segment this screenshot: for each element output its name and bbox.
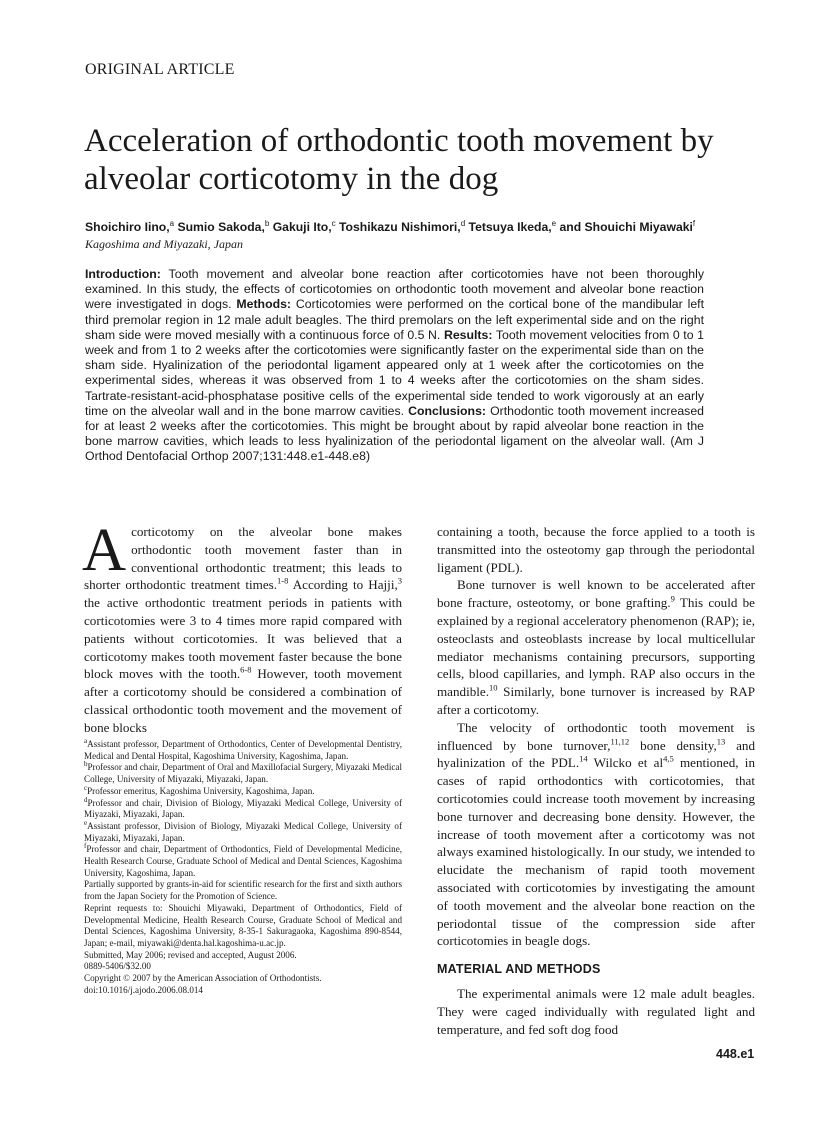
footnote-text: Assistant professor, Division of Biology, Miyazaki Medical College, University of Miyazaki, Miyazaki, Japan. — [84, 820, 402, 843]
footnote-mark: c — [84, 783, 88, 792]
footnote-mark: e — [84, 818, 88, 827]
body-column-left — [82, 517, 402, 737]
intro-paragraph — [82, 517, 402, 737]
abstract-results-text: Tooth movement velocities from 0 to 1 week and from 1 to 2 weeks after the corticotomies were significantly faster on the experimental side than on the sham side. Hyalinization of the periodontal ligament appeared only at 1 week after the corticotomies on the experimental sides, whereas it was observed from 1 to 4 weeks after the corticotomies on the sham sides. Tartrate-resistant-acid-phosphatase positive cells of the experimental side tended to work vigorously at an early time on the alveolar wall and in the bone marrow cavities. — [85, 327, 704, 418]
footnote-mark: d — [84, 795, 88, 804]
footnote-text: Professor and chair, Department of Orthodontics, Field of Developmental Medicine, Health Research Course, Graduate School of Medical and Dental Sciences, Kagoshima University, Kagoshima, Japan. — [84, 844, 402, 878]
affiliation: Kagoshima and Miyazaki, Japan — [85, 237, 243, 251]
body-text: mentioned, in cases of rapid orthodontics with corticotomies, that corticotomies could increase tooth movement by increasing bone turnover and decreasing bone density. However, the increase of tooth movement after a corticotomy was not always examined histologically. In our study, we intended to elucidate the mechanism of rapid tooth movement associated with corticotomies by investigating the amount of tooth movement and the alveolar bone reaction on the periodontal tissue of the compression side after corticotomies in beagle dogs. — [437, 755, 755, 949]
reprint-note: Reprint requests to: Shouichi Miyawaki, Department of Orthodontics, Field of Developmental Medicine, Health Research Course, Graduate School of Medical and Dental Sciences, Kagoshima University, 8-35-1 Sakuragaoka, Kagoshima 890-8544, Japan; e-mail, miyawaki@denta.hal.kagoshima-u.ac.jp. — [84, 902, 402, 948]
body-text: Bone turnover is well known to be accelerated after bone fracture, osteotomy, or bone grafting. — [437, 577, 755, 611]
citation: 13 — [716, 736, 726, 747]
abstract-conclusions-text: Orthodontic tooth movement increased for at least 2 weeks after the corticotomies. This might be brought about by rapid alveolar bone reaction in the bone marrow cavities, which leads to less hyalinization of the periodontal ligament on the alveolar wall. (Am J Orthod Dentofacial Orthop 2007;131:448.e1-448.e8) — [85, 403, 704, 464]
body-text: According to Hajji, — [288, 577, 398, 593]
author-name: Toshikazu Nishimori, — [339, 220, 461, 235]
footnote — [84, 783, 402, 798]
abstract-results-label: Results: — [443, 327, 493, 342]
body-column-right — [437, 523, 755, 950]
footnote-text: Assistant professor, Department of Orthodontics, Center of Developmental Dentistry, Medical and Dental Hospital, Kagoshima University, Kagoshima, Japan. — [84, 739, 402, 761]
citation: 10 — [489, 682, 498, 693]
body-paragraph — [437, 719, 755, 950]
body-text: corticotomy on the alveolar bone makes orthodontic tooth movement faster than in conventional orthodontic treatment; this leads to shorter orthodontic treatment times. — [84, 524, 402, 593]
footnote — [84, 762, 402, 785]
citation: 3 — [397, 576, 402, 587]
footnote-text: Professor and chair, Department of Oral and Maxillofacial Surgery, Miyazaki Medical College, University of Miyazaki, Miyazaki, Japan. — [84, 762, 402, 785]
abstract-conclusions-label: Conclusions: — [408, 403, 487, 418]
section-heading-methods: MATERIAL AND METHODS — [437, 962, 601, 976]
section-label: ORIGINAL ARTICLE — [85, 61, 235, 78]
abstract-methods-text: Corticotomies were performed on the cortical bone of the mandibular left third premolar region in 12 male adult beagles. The third premolars on the left experimental side and on the right sham side were moved mesially with a continuous force of 0.5 N. — [85, 297, 704, 342]
footnote-text: Professor and chair, Division of Biology, Miyazaki Medical College, University of Miyazaki, Miyazaki, Japan. — [84, 797, 402, 820]
abstract-methods-label: Methods: — [236, 297, 292, 312]
abstract — [85, 267, 704, 465]
author-name: Sumio Sakoda, — [177, 220, 265, 235]
footnote-mark: f — [84, 842, 87, 851]
author-name: Tetsuya Ikeda, — [468, 220, 552, 235]
footnote — [84, 795, 402, 821]
issn-price: 0889-5406/$32.00 — [84, 961, 151, 972]
body-paragraph: containing a tooth, because the force applied to a tooth is transmitted into the osteotomy gap through the periodontal ligament (PDL). — [437, 524, 755, 575]
citation: 4,5 — [663, 754, 674, 764]
abstract-intro-text: Tooth movement and alveolar bone reaction after corticotomies have not been thoroughly examined. In this study, the effects of corticotomies on orthodontic tooth movement and alveolar bone reaction were investigated in dogs. — [85, 267, 704, 312]
citation: 6-8 — [240, 665, 252, 676]
footnote — [84, 818, 402, 844]
article-title: Acceleration of orthodontic tooth movement by alveolar corticotomy in the dog — [84, 123, 714, 197]
footnote-text: Professor emeritus, Kagoshima University, Kagoshima, Japan. — [87, 785, 315, 796]
body-text: Wilcko et al — [587, 755, 664, 771]
funding-note: Partially supported by grants-in-aid for scientific research for the first and sixth authors from the Japan Society for the Promotion of Science. — [84, 879, 402, 902]
body-text: This could be explained by a regional acceleratory phenomenon (RAP); ie, osteoclasts and osteoblasts increase by local multicellular mediator mechanisms containing precursors, supporting cells, blood capillaries, and lymph. RAP also occurs in the mandible. — [437, 595, 755, 700]
author-mark: e — [551, 219, 557, 228]
author-mark: f — [692, 219, 696, 228]
author-name: Gakuji Ito, — [272, 220, 332, 235]
citation: 14 — [579, 754, 588, 764]
footnote-mark: a — [84, 736, 88, 745]
body-paragraph — [437, 576, 755, 718]
author-mark: c — [331, 219, 336, 228]
author-name: Shoichiro Iino, — [85, 220, 170, 235]
footnotes — [84, 736, 402, 996]
author-mark: d — [460, 219, 466, 228]
body-text: bone density, — [629, 737, 717, 753]
body-text: and hyalinization of the PDL. — [437, 737, 755, 771]
footnote — [84, 736, 402, 762]
citation: 9 — [670, 593, 675, 604]
methods-paragraph: The experimental animals were 12 male adult beagles. They were caged individually with regulated light and temperature, and fed soft dog food — [437, 986, 755, 1037]
doi: doi:10.1016/j.ajodo.2006.08.014 — [84, 984, 203, 995]
submission-dates: Submitted, May 2006; revised and accepted, August 2006. — [84, 949, 297, 960]
citation: 11,12 — [610, 736, 630, 747]
citation: 1-8 — [277, 576, 289, 587]
abstract-intro-label: Introduction: — [85, 267, 161, 281]
footnote-mark: b — [84, 760, 88, 769]
body-text: However, tooth movement after a corticotomy should be considered a combination of classical orthodontic tooth movement and the movement of bone blocks — [84, 666, 402, 735]
footnote — [84, 844, 402, 879]
copyright: Copyright © 2007 by the American Association of Orthodontists. — [84, 973, 322, 984]
body-text: the active orthodontic treatment periods in patients with corticotomies were 3 to 4 times more rapid compared with patients without corticotomies. It was believed that a corticotomy makes tooth movement faster because the bone block moves with the tooth. — [84, 595, 402, 682]
author-name: and Shouichi Miyawaki — [559, 220, 693, 235]
page-number: 448.e1 — [716, 1047, 755, 1061]
body-text: Similarly, bone turnover is increased by RAP after a corticotomy. — [437, 684, 755, 717]
author-mark: a — [169, 219, 175, 228]
author-mark: b — [264, 219, 270, 228]
drop-cap: A — [82, 517, 127, 584]
body-text: The velocity of orthodontic tooth movement is influenced by bone turnover, — [437, 719, 755, 753]
author-list — [85, 219, 765, 234]
